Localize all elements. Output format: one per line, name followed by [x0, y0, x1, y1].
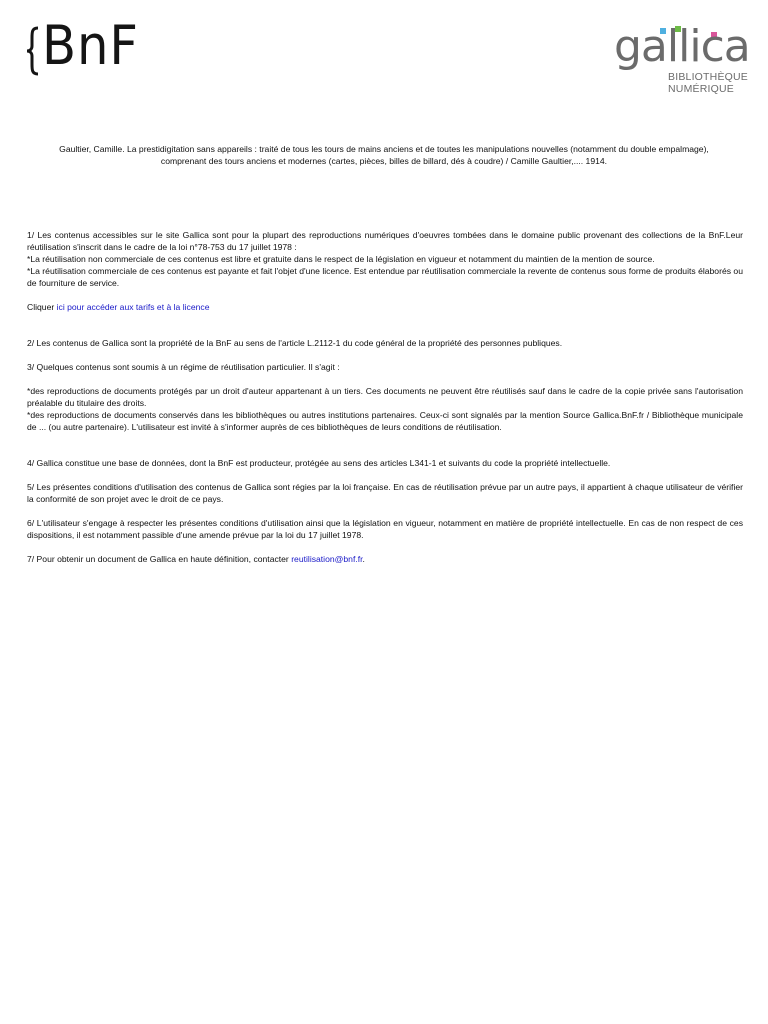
terms-paragraph-1: 1/ Les contenus accessibles sur le site Gallica sont pour la plupart des reproductions numériques d'oeuvres tombées dans le domaine public provenant des collections de la BnF.Leur réutilisation s'inscrit dans le cadre de la loi n°78-753 du 17 juillet 1978 :	[27, 230, 743, 252]
terms-paragraph-1a: *La réutilisation non commerciale de ces contenus est libre et gratuite dans le respect de la législation en vigueur et notamment du maintien de la mention de source.	[27, 254, 655, 264]
terms-paragraph-7	[27, 553, 743, 565]
bnf-brace-icon	[26, 26, 40, 76]
license-prefix: Cliquer	[27, 302, 57, 312]
terms-paragraph-3: 3/ Quelques contenus sont soumis à un régime de réutilisation particulier. Il s'agit :	[27, 362, 340, 372]
bnf-logo	[26, 14, 152, 77]
bnf-logo-text: BnF	[42, 14, 139, 77]
citation-line1: Gaultier, Camille. La prestidigitation sans appareils : traité de tous les tours de mains anciens et de toutes les manipulations nouvelles (notamment du double empalmage),	[59, 144, 709, 154]
citation-line2: comprenant des tours anciens et modernes (cartes, pièces, billes de billard, dés à coudre) / Camille Gaultier,.... 1914.	[160, 156, 608, 166]
document-citation	[28, 143, 740, 167]
gallica-subtitle-line1: BIBLIOTHÈQUE	[668, 71, 749, 83]
terms-paragraph-3a: *des reproductions de documents protégés par un droit d'auteur appartenant à un tiers. Ces documents ne peuvent être réutilisés sauf dans le cadre de la copie privée sans l'autorisation préalable du titulaire des droits.	[27, 386, 743, 408]
terms-of-use	[27, 229, 743, 565]
contact-email-link[interactable]: reutilisation@bnf.fr	[291, 554, 363, 564]
contact-suffix: .	[362, 554, 365, 564]
terms-paragraph-5: 5/ Les présentes conditions d'utilisation des contenus de Gallica sont régies par la loi française. En cas de réutilisation prévue par un autre pays, il appartient à chaque utilisateur de vérifier la conformité de son projet avec le droit de ce pays.	[27, 482, 743, 504]
terms-paragraph-2: 2/ Les contenus de Gallica sont la propriété de la BnF au sens de l'article L.2112-1 du code général de la propriété des personnes publiques.	[27, 338, 563, 348]
terms-paragraph-3b: *des reproductions de documents conservés dans les bibliothèques ou autres institutions partenaires. Ceux-ci sont signalés par la mention Source Gallica.BnF.fr / Bibliothèque municipale de ... (ou autre partenaire). L'utilisateur est invité à s'informer auprès de ces bibliothèques de leurs conditions de réutilisation.	[27, 410, 743, 432]
gallica-wordmark: gallica	[614, 21, 750, 72]
license-link[interactable]: ici pour accéder aux tarifs et à la licence	[56, 302, 210, 312]
license-line	[27, 301, 743, 313]
terms-paragraph-6: 6/ L'utilisateur s'engage à respecter les présentes conditions d'utilisation ainsi que la législation en vigueur, notamment en matière de propriété intellectuelle. En cas de non respect de ces dispositions, il est notamment passible d'une amende prévue par la loi du 17 juillet 1978.	[27, 518, 743, 540]
gallica-subtitle-line2: NUMÉRIQUE	[668, 82, 734, 95]
gallica-logo	[612, 21, 750, 102]
contact-prefix: 7/ Pour obtenir un document de Gallica en haute définition, contacter	[27, 554, 292, 564]
gallica-subtitle	[668, 72, 748, 95]
terms-paragraph-1b: *La réutilisation commerciale de ces contenus est payante et fait l'objet d'une licence. Est entendue par réutilisation commerciale la revente de contenus sous forme de produits élaborés ou de fourniture de service.	[27, 266, 743, 288]
terms-paragraph-4: 4/ Gallica constitue une base de données, dont la BnF est producteur, protégée au sens des articles L341-1 et suivants du code la propriété intellectuelle.	[27, 458, 611, 468]
